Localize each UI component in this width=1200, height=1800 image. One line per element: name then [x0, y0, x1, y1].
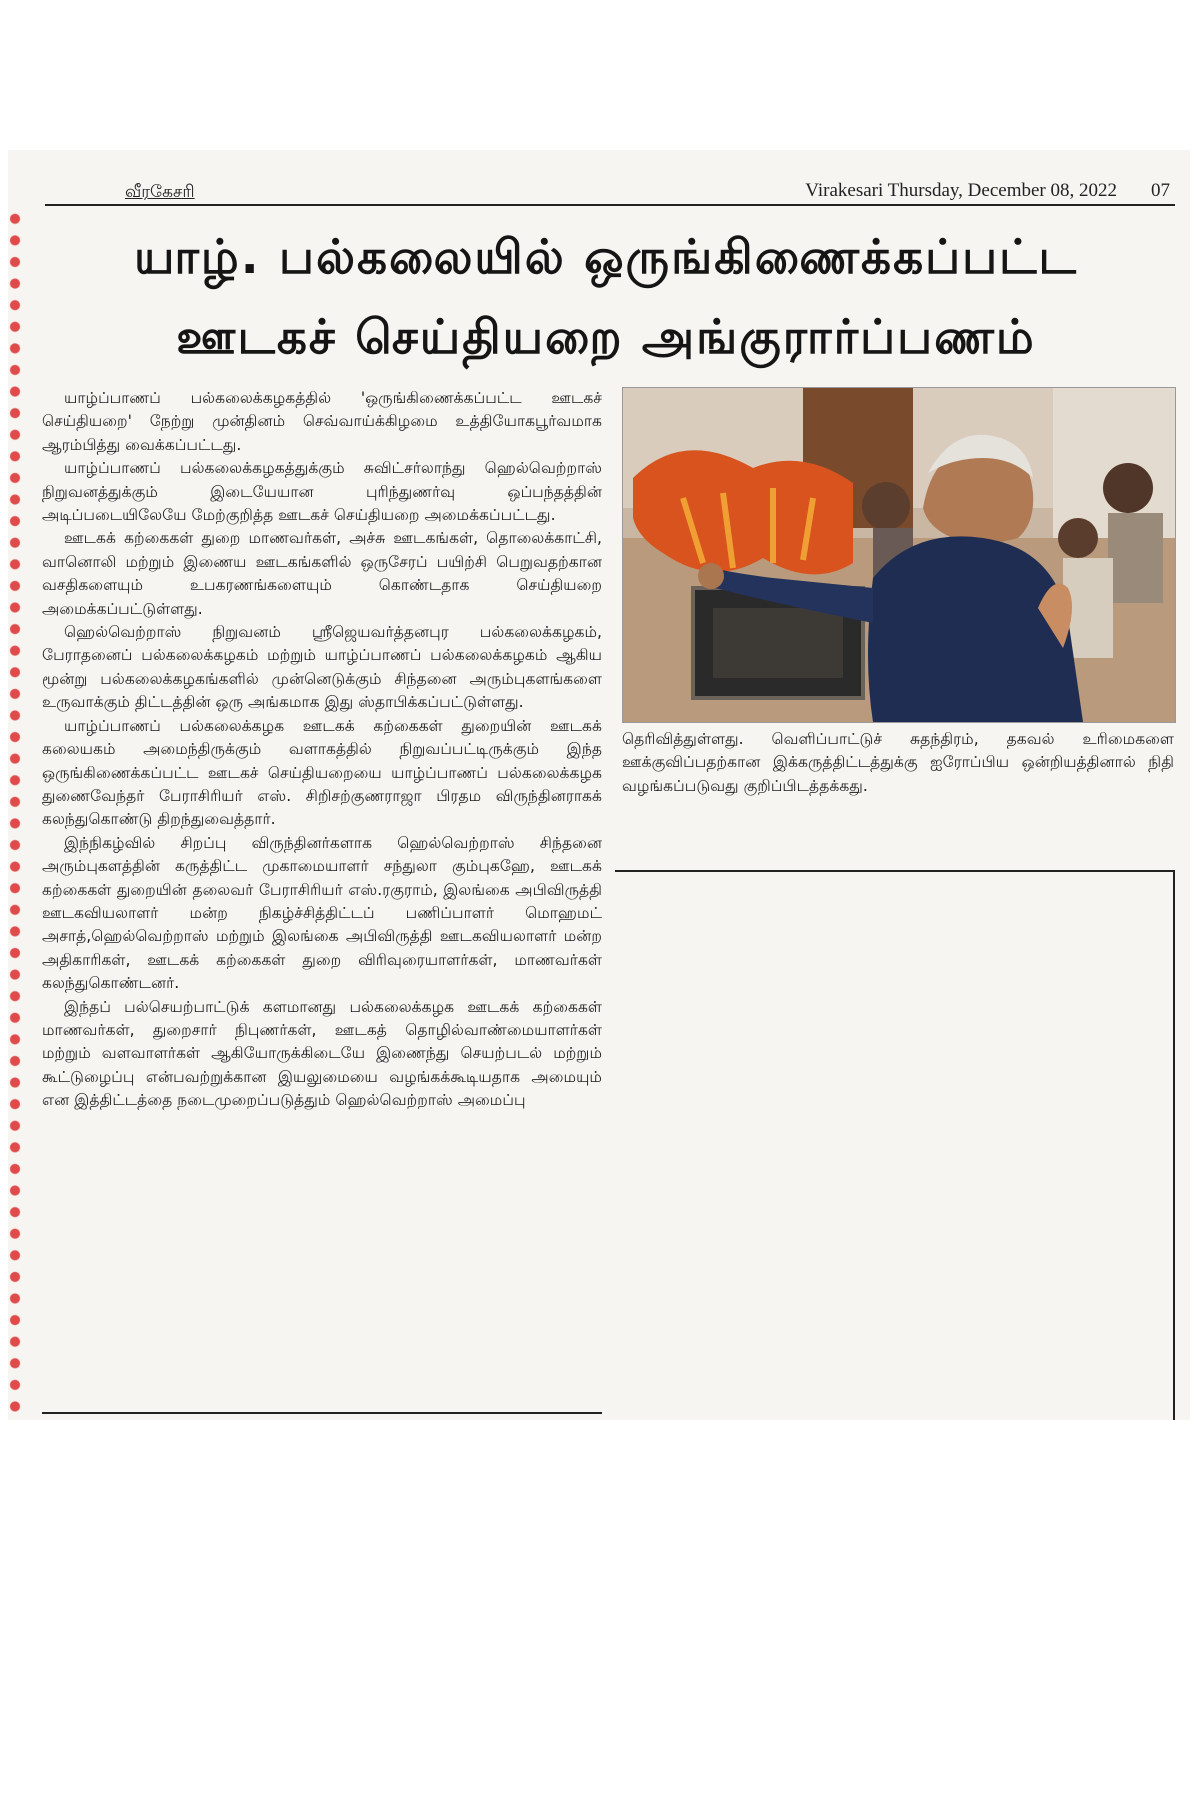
masthead-publication-name: வீரகேசரி: [125, 182, 195, 202]
masthead-date: Virakesari Thursday, December 08, 2022: [805, 180, 1117, 201]
masthead-date-line: [690, 180, 1170, 202]
headline-line-2: ஊடகச் செய்தியறை அங்குரார்ப்பணம்: [176, 310, 1036, 365]
article-paragraph: யாழ்ப்பாணப் பல்கலைக்கழகத்தில் 'ஒருங்கிணைக்கப்பட்ட ஊடகச் செய்தியறை' நேற்று முன்தினம் செவ்வாய்க்கிழமை உத்தியோகபூர்வமாக ஆரம்பித்து வைக்கப்பட்டது.: [42, 389, 602, 454]
decorative-dot-border: [4, 208, 26, 1418]
article-body: [42, 387, 602, 1113]
article-paragraph: ஹெல்வெற்றாஸ் நிறுவனம் ஸ்ரீஜெயவர்த்தனபுர பல்கலைக்கழகம், பேராதனைப் பல்கலைக்கழகம் மற்றும் யாழ்ப்பாணப் பல்கலைக்கழகம் ஆகிய மூன்று பல்கலைக்கழகங்களில் முன்னெடுக்கும் சிந்தனை அரும்புகளங்களை உருவாக்கும் திட்டத்தின் ஒரு அங்கமாக இது ஸ்தாபிக்கப்பட்டுள்ளது.: [42, 623, 602, 712]
article-paragraph: யாழ்ப்பாணப் பல்கலைக்கழக ஊடகக் கற்கைகள் துறையின் ஊடகக் கலையகம் அமைந்திருக்கும் வளாகத்தில் நிறுவப்பட்டிருக்கும் இந்த ஒருங்கிணைக்கப்பட்ட ஊடகச் செய்தியறையை யாழ்ப்பாணப் பல்கலைக்கழக துணைவேந்தர் பேராசிரியர் எஸ். சிறிசற்குணராஜா பிரதம விருந்தினராகக் கலந்துகொண்டு திறந்துவைத்தார்.: [42, 716, 602, 829]
article-end-rule: [42, 1412, 602, 1414]
article-paragraph: ஊடகக் கற்கைகள் துறை மாணவர்கள், அச்சு ஊடகங்கள், தொலைக்காட்சி, வானொலி மற்றும் இணைய ஊடகங்களில் ஒருசேரப் பயிற்சி பெறுவதற்கான வசதிகளையும் உபகரணங்களையும் கொண்டதாக செய்தியறை அமைக்கப்பட்டுள்ளது.: [42, 529, 602, 618]
headline-line-1: யாழ். பல்கலையில் ஒருங்கிணைக்கப்பட்ட: [134, 230, 1078, 285]
article-paragraph: யாழ்ப்பாணப் பல்கலைக்கழகத்துக்கும் சுவிட்சர்லாந்து ஹெல்வெற்றாஸ் நிறுவனத்துக்கும் இடையேயான புரிந்துணர்வு ஒப்பந்தத்தின் அடிப்படையிலேயே மேற்குறித்த ஊடகச் செய்தியறை அமைக்கப்பட்டது.: [42, 459, 602, 525]
article-paragraph: இந்நிகழ்வில் சிறப்பு விருந்தினர்களாக ஹெல்வெற்றாஸ் சிந்தனை அரும்புகளத்தின் கருத்திட்ட முகாமையாளர் சந்துலா கும்புகஹே, ஊடகக் கற்கைகள் துறையின் தலைவர் பேராசிரியர் எஸ்.ரகுராம், இலங்கை அபிவிருத்தி ஊடகவியலாளர் மன்ற நிகழ்ச்சித்திட்டப் பணிப்பாளர் மொஹமட் அசாத்,ஹெல்வெற்றாஸ் மற்றும் இலங்கை அபிவிருத்தி ஊடகவியலாளர் மன்ற அதிகாரிகள், ஊடகக் கற்கைகள் துறை விரிவுரையாளர்கள், மாணவர்கள் கலந்துகொண்டனர்.: [42, 833, 602, 993]
headline: [36, 218, 1176, 378]
column-rule-vertical: [1173, 870, 1175, 1420]
article-paragraph: இந்தப் பல்செயற்பாட்டுக் களமானது பல்கலைக்கழக ஊடகக் கற்கைகள் மாணவர்கள், துறைசார் நிபுணர்கள், ஊடகத் தொழில்வாண்மையாளர்கள் மற்றும் வளவாளர்கள் ஆகியோருக்கிடையே இணைந்து செயற்படல் மற்றும் கூட்டுழைப்பு என்பவற்றுக்கான இயலுமையை வழங்கக்கூடியதாக அமையும் என இத்திட்டத்தை நடைமுறைப்படுத்தும் ஹெல்வெற்றாஸ் அமைப்பு: [42, 997, 602, 1110]
column-rule: [615, 870, 1175, 872]
news-photo: [622, 387, 1176, 723]
article-continuation: தெரிவித்துள்ளது. வெளிப்பாட்டுச் சுதந்திரம், தகவல் உரிமைகளை ஊக்குவிப்பதற்கான இக்கருத்திட்டத்துக்கு ஐரோப்பிய ஒன்றியத்தினால் நிதி வழங்கப்படுவது குறிப்பிடத்தக்கது.: [622, 730, 1174, 795]
masthead-rule: [45, 204, 1175, 206]
page-number: 07: [1151, 180, 1170, 201]
